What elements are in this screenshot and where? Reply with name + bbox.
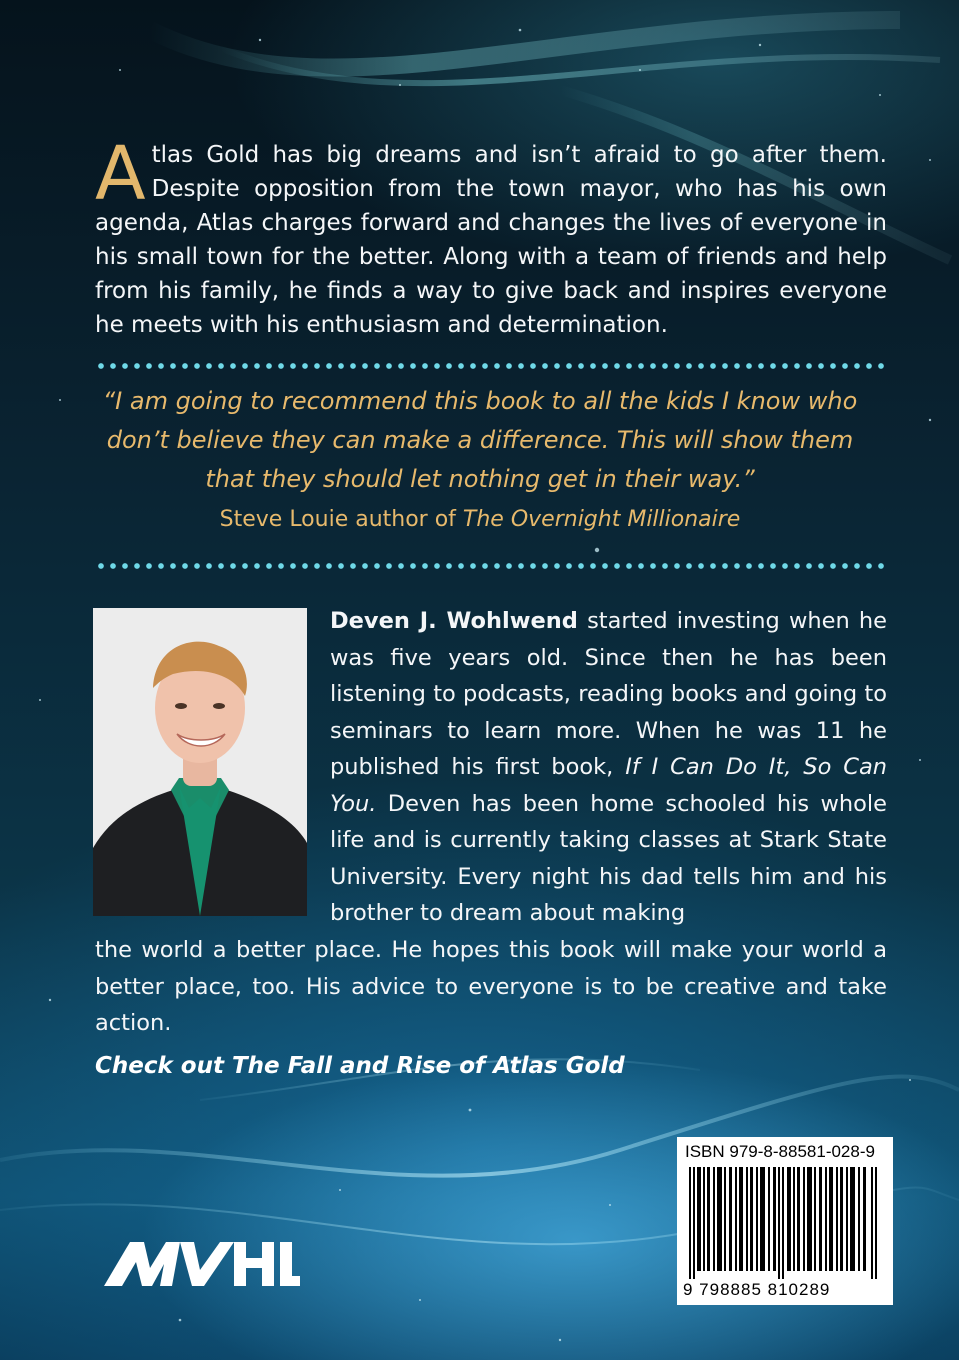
author-name: Deven J. Wohlwend: [330, 608, 578, 634]
barcode-bars: [689, 1167, 881, 1279]
author-bio-continued: [95, 932, 887, 1042]
review-quote: [60, 382, 900, 499]
bio-text: started investing when he was five years old. Since then he has been listening to podcasts, reading books and going to seminars to learn more. When he was 11 he published his first book,: [330, 608, 887, 780]
bio-text: the world a better place. He hopes this book will make your world a better place, too. His advice to everyone is to be creative and take action.: [95, 937, 887, 1036]
blurb-text: tlas Gold has big dreams and isn’t afraid to go after them. Despite opposition from the town mayor, who has his own agenda, Atlas charges forward and changes the lives of everyone in his small town for the better. Along with a team of friends and help from his family, he finds a way to give back and inspires everyone he meets with his enthusiasm and determination.: [95, 142, 887, 338]
author-bio: [330, 603, 887, 932]
bio-text: Deven has been home schooled his whole life and is currently taking classes at Stark State University. Every night his dad tells him and his brother to dream about making: [330, 790, 887, 926]
quote-line: that they should let nothing get in their way.”: [205, 465, 755, 493]
attribution-book-title: The Overnight Millionaire: [462, 507, 741, 532]
dotted-divider: [95, 562, 887, 570]
attribution-prefix: Steve Louie author of: [219, 507, 463, 532]
book-blurb: [95, 131, 887, 342]
author-photo: [93, 608, 307, 916]
drop-cap: A: [95, 131, 146, 217]
call-to-action: Check out The Fall and Rise of Atlas Gold: [95, 1053, 625, 1079]
quote-attribution: [60, 502, 900, 538]
publisher-logo: [104, 1238, 300, 1288]
quote-line: don’t believe they can make a difference. This will show them: [106, 426, 854, 454]
author-portrait: [93, 608, 307, 916]
dotted-divider: [95, 362, 887, 370]
mvhl-logo-icon: [104, 1238, 300, 1288]
barcode-digits: 9 798885 810289: [683, 1280, 831, 1299]
quote-line: “I am going to recommend this book to all the kids I know who: [102, 387, 858, 415]
isbn-barcode: [677, 1137, 893, 1305]
isbn-label: ISBN 979-8-88581-028-9: [685, 1142, 875, 1161]
author-first-book-title: If I Can Do It, So Can You.: [330, 754, 887, 817]
